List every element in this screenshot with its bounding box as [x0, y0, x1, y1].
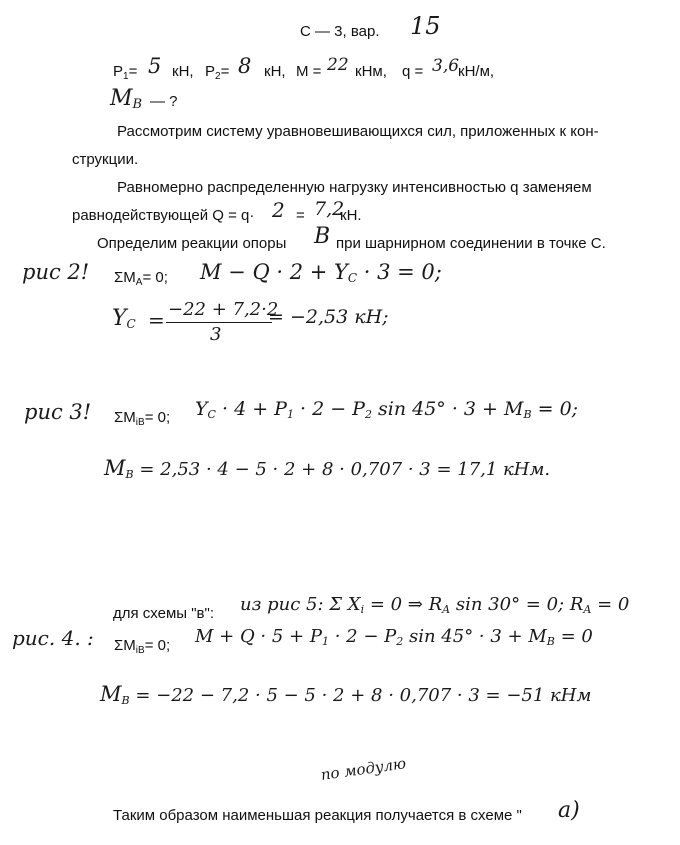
fig2-label: рис 2!: [22, 260, 90, 284]
p1-label: $P_1=$: [113, 63, 138, 82]
fig4-equation: $M + Q \cdot 5 + P_1 \cdot 2 - P_2$ $\sin 45^\circ \cdot 3 + M_B = 0$: [195, 626, 593, 648]
conclusion-text: Таким образом наименьшая реакция получается в схеме ": [113, 807, 522, 824]
fig4-result: $M_B = -22 - 7,2 \cdot 5 - 5 \cdot 2 + 8 \cdot 0,707 \cdot 3 = -51$ кНм: [100, 682, 592, 707]
fig3-equation: $Y_C \cdot 4 + P_1 \cdot 2 - P_2$ $\sin 45^\circ \cdot 3 + M_B = 0$;: [195, 398, 579, 421]
find-mb: $M_B$: [110, 86, 143, 112]
paragraph-2-line-1: Равномерно распределенную нагрузку интенсивностью q заменяем: [117, 179, 592, 196]
q-unit: кН/м,: [458, 63, 495, 80]
paragraph-1-line-1: Рассмотрим систему уравновешивающихся сил, приложенных к кон-: [117, 123, 599, 140]
find-suffix: — ?: [150, 93, 178, 110]
p1-unit: кН,: [172, 63, 194, 80]
header-label: С — 3, вар.: [300, 23, 380, 40]
q-equals: =: [296, 207, 305, 224]
yc-equals: =: [148, 308, 165, 332]
fig2-equation: $M - Q \cdot 2 + Y_C \cdot 3 = 0$;: [200, 260, 442, 285]
conclusion-insert: по модулю: [319, 754, 408, 784]
p1-value: 5: [148, 54, 162, 78]
yc-denominator: 3: [210, 324, 222, 345]
yc-numerator: −22 + 7,2·2: [168, 299, 279, 320]
conclusion-answer: а): [558, 798, 580, 823]
p2-label: $P_2=$: [205, 63, 230, 82]
scheme-b-label: для схемы "в":: [113, 605, 215, 622]
paragraph-3-end: при шарнирном соединении в точке С.: [336, 235, 606, 252]
paragraph-2-line-2: равнодействующей Q = q·: [72, 207, 255, 224]
q-value: 3,6: [432, 56, 460, 76]
scheme-b-equation: из рис 5: Σ $X_i = 0$ ⇒ $R_A$ sin 30° = 0; $R_A = 0$: [240, 594, 630, 616]
p2-value: 8: [238, 54, 252, 78]
p2-unit: кН,: [264, 63, 286, 80]
q-resultant: 7,2: [314, 198, 345, 220]
m-value: 22: [327, 55, 349, 75]
yc-result: = −2,53 кН;: [268, 306, 389, 328]
variant-number: 15: [410, 12, 441, 40]
q-length: 2: [272, 198, 285, 222]
paragraph-3-start: Определим реакции опоры: [97, 235, 287, 252]
q-label: q =: [402, 63, 424, 80]
q-resultant-unit: кН.: [340, 207, 362, 224]
fig3-result: $M_B = 2,53 \cdot 4 - 5 \cdot 2 + 8 \cdot 0,707 \cdot 3 = 17,1$ кНм.: [104, 456, 551, 481]
fig4-moment-label: $\Sigma M_{iB}= 0$;: [114, 637, 171, 656]
page-header: [300, 24, 380, 39]
yc-symbol: $Y_C$: [112, 306, 136, 331]
fig3-moment-label: $\Sigma M_{iB}= 0$;: [114, 409, 171, 428]
fig2-moment-label: $\Sigma M_A= 0$;: [114, 269, 168, 288]
m-label: M =: [296, 63, 322, 80]
yc-fraction-bar: [166, 322, 272, 323]
support-letter: B: [314, 224, 331, 249]
m-unit: кНм,: [355, 63, 387, 80]
paragraph-1-line-2: струкции.: [72, 151, 139, 168]
fig4-label: рис. 4. :: [12, 626, 94, 650]
fig3-label: рис 3!: [24, 400, 92, 424]
